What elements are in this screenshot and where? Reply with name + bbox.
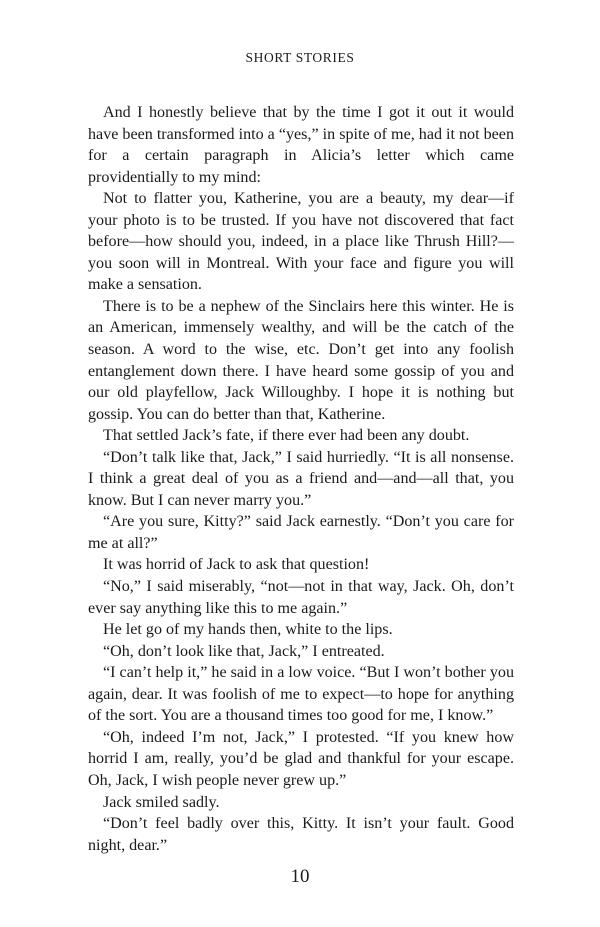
body-text xyxy=(88,102,514,856)
paragraph: “I can’t help it,” he said in a low voice. “But I won’t bother you again, dear. It was foolish of me to expect—to hope for anything of the sort. You are a thousand times too good for me, I know.” xyxy=(88,664,514,725)
page-number: 10 xyxy=(290,866,310,887)
paragraph: “Are you sure, Kitty?” said Jack earnestly. “Don’t you care for me at all?” xyxy=(88,513,514,552)
running-head: SHORT STORIES xyxy=(245,50,355,65)
paragraph: “Oh, don’t look like that, Jack,” I entreated. xyxy=(103,642,385,660)
paragraph: Jack smiled sadly. xyxy=(103,793,220,811)
paragraph: “Don’t talk like that, Jack,” I said hurriedly. “It is all nonsense. I think a great deal of you as a friend and—and—all that, you know. But I can never marry you.” xyxy=(88,448,514,509)
paragraph: “Don’t feel badly over this, Kitty. It isn’t your fault. Good night, dear.” xyxy=(88,815,514,854)
paragraph: There is to be a nephew of the Sinclairs here this winter. He is an American, immensely wealthy, and will be the catch of the season. A word to the wise, etc. Don’t get into any foolish entanglement down there. I have heard some gossip of you and our old playfellow, Jack Willoughby. I hope it is nothing but gossip. You can do better than that, Katherine. xyxy=(88,297,514,423)
paragraph: Not to flatter you, Katherine, you are a beauty, my dear—if your photo is to be trusted. If you have not discovered that fact before—how should you, indeed, in a place like Thrush Hill?—you soon will in Montreal. With your face and figure you will make a sensation. xyxy=(88,190,514,294)
paragraph: That settled Jack’s fate, if there ever had been any doubt. xyxy=(103,427,470,445)
paragraph: He let go of my hands then, white to the lips. xyxy=(103,621,393,639)
paragraph: It was horrid of Jack to ask that question! xyxy=(103,556,370,574)
paragraph: “No,” I said miserably, “not—not in that way, Jack. Oh, don’t ever say anything like this to me again.” xyxy=(88,578,514,617)
paragraph: And I honestly believe that by the time I got it out it would have been transformed into a “yes,” in spite of me, had it not been for a certain paragraph in Alicia’s letter which came providentially to my mind: xyxy=(88,104,514,186)
paragraph: “Oh, indeed I’m not, Jack,” I protested. “If you knew how horrid I am, really, you’d be glad and thankful for your escape. Oh, Jack, I wish people never grew up.” xyxy=(88,728,514,789)
